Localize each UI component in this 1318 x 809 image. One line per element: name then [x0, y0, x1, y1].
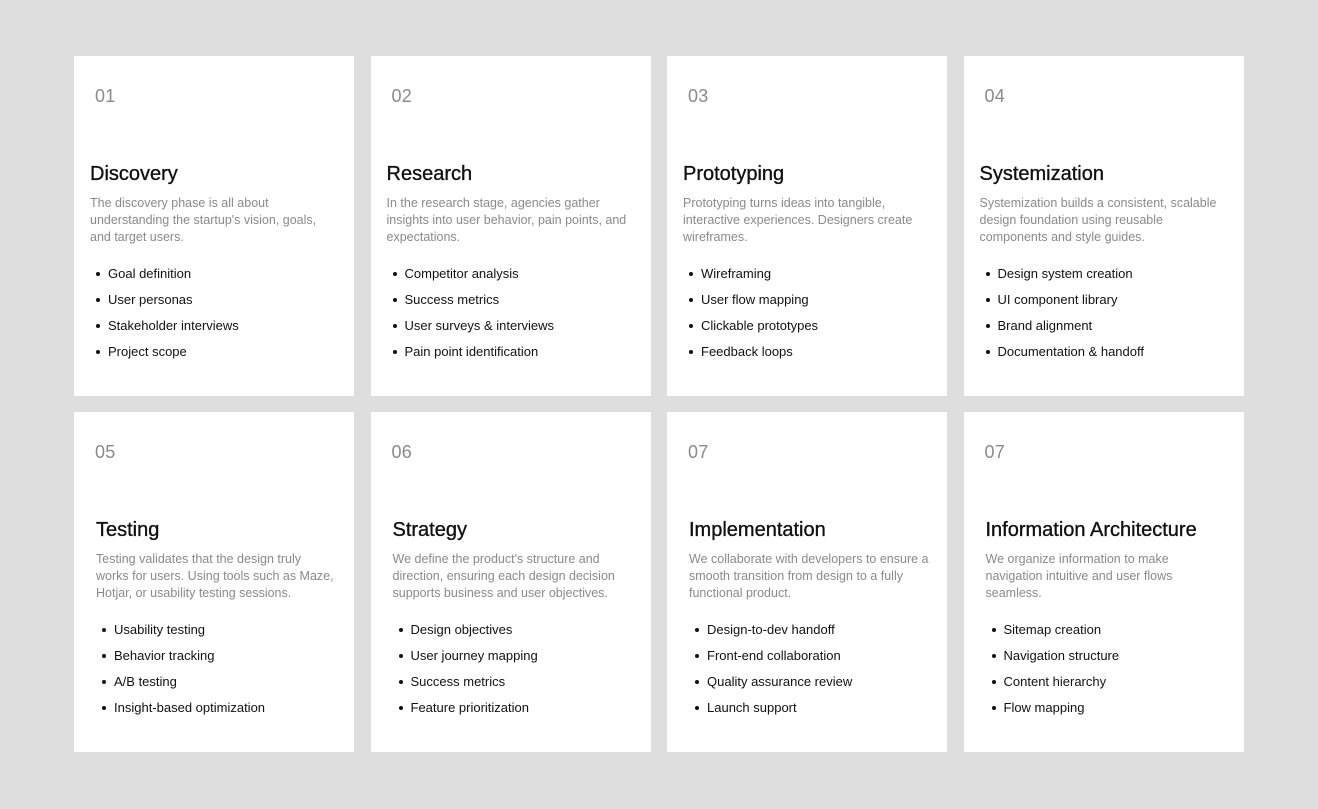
- bullet-icon: [992, 680, 996, 684]
- bullet-icon: [695, 706, 699, 710]
- list-item: Feedback loops: [683, 343, 818, 369]
- card-description: We collaborate with developers to ensure a smooth transition from design to a fully functional product.: [689, 552, 929, 600]
- list-item: User journey mapping: [393, 647, 538, 673]
- list-item: UI component library: [980, 291, 1144, 317]
- card-number: 06: [391, 442, 412, 462]
- card-number: 04: [984, 86, 1005, 106]
- list-item: Navigation structure: [986, 647, 1120, 673]
- list-item: Design objectives: [393, 621, 538, 647]
- bullet-icon: [992, 654, 996, 658]
- list-item: Launch support: [689, 699, 852, 725]
- bullet-icon: [399, 654, 403, 658]
- list-item: Success metrics: [393, 673, 538, 699]
- list-item: Design-to-dev handoff: [689, 621, 852, 647]
- card-list: [986, 621, 1120, 725]
- card-list: [689, 621, 852, 725]
- card-title: Testing: [96, 519, 160, 541]
- card-list: [683, 265, 818, 369]
- list-item: User flow mapping: [683, 291, 818, 317]
- list-item: Quality assurance review: [689, 673, 852, 699]
- card-number: 03: [688, 86, 709, 106]
- card-description: We define the product's structure and direction, ensuring each design decision supports business and user objectives.: [392, 552, 615, 600]
- bullet-icon: [992, 628, 996, 632]
- bullet-icon: [96, 298, 100, 302]
- list-item: Competitor analysis: [387, 265, 555, 291]
- card-title: Strategy: [392, 519, 467, 541]
- bullet-icon: [695, 654, 699, 658]
- bullet-icon: [399, 706, 403, 710]
- process-cards-grid: [74, 56, 1243, 752]
- process-card-systemization: [964, 56, 1244, 396]
- bullet-icon: [96, 350, 100, 354]
- process-card-implementation: [667, 412, 947, 752]
- bullet-icon: [393, 298, 397, 302]
- bullet-icon: [393, 272, 397, 276]
- bullet-icon: [102, 628, 106, 632]
- card-list: [980, 265, 1144, 369]
- bullet-icon: [689, 350, 693, 354]
- card-description: The discovery phase is all about understanding the startup's vision, goals, and target users.: [90, 196, 317, 244]
- bullet-icon: [695, 628, 699, 632]
- bullet-icon: [689, 324, 693, 328]
- card-title: Implementation: [689, 519, 826, 541]
- list-item: Stakeholder interviews: [90, 317, 239, 343]
- list-item: Flow mapping: [986, 699, 1120, 725]
- list-item: Feature prioritization: [393, 699, 538, 725]
- list-item: Brand alignment: [980, 317, 1144, 343]
- bullet-icon: [102, 654, 106, 658]
- bullet-icon: [102, 706, 106, 710]
- card-title: Information Architecture: [985, 519, 1197, 541]
- list-item: Goal definition: [90, 265, 239, 291]
- list-item: Behavior tracking: [96, 647, 265, 673]
- list-item: Clickable prototypes: [683, 317, 818, 343]
- card-title: Prototyping: [683, 163, 785, 185]
- bullet-icon: [992, 706, 996, 710]
- process-card-research: [371, 56, 651, 396]
- card-description: Testing validates that the design truly works for users. Using tools such as Maze, Hotjar, or usability testing sessions.: [96, 552, 334, 600]
- card-title: Discovery: [90, 163, 178, 185]
- bullet-icon: [689, 298, 693, 302]
- bullet-icon: [986, 298, 990, 302]
- bullet-icon: [689, 272, 693, 276]
- bullet-icon: [986, 324, 990, 328]
- card-number: 07: [688, 442, 709, 462]
- card-list: [387, 265, 555, 369]
- list-item: User surveys & interviews: [387, 317, 555, 343]
- card-number: 05: [95, 442, 116, 462]
- list-item: Sitemap creation: [986, 621, 1120, 647]
- list-item: Success metrics: [387, 291, 555, 317]
- card-number: 02: [391, 86, 412, 106]
- bullet-icon: [393, 350, 397, 354]
- list-item: Pain point identification: [387, 343, 555, 369]
- process-card-prototyping: [667, 56, 947, 396]
- bullet-icon: [102, 680, 106, 684]
- card-description: In the research stage, agencies gather insights into user behavior, pain points, and expectations.: [386, 196, 627, 244]
- bullet-icon: [986, 272, 990, 276]
- bullet-icon: [986, 350, 990, 354]
- bullet-icon: [96, 272, 100, 276]
- list-item: User personas: [90, 291, 239, 317]
- bullet-icon: [96, 324, 100, 328]
- process-card-information-architecture: [964, 412, 1244, 752]
- bullet-icon: [399, 628, 403, 632]
- card-description: Prototyping turns ideas into tangible, interactive experiences. Designers create wireframes.: [683, 196, 913, 244]
- list-item: Wireframing: [683, 265, 818, 291]
- card-description: We organize information to make navigation intuitive and user flows seamless.: [985, 552, 1173, 600]
- card-number: 07: [984, 442, 1005, 462]
- list-item: Front-end collaboration: [689, 647, 852, 673]
- card-title: Systemization: [979, 163, 1104, 185]
- list-item: A/B testing: [96, 673, 265, 699]
- bullet-icon: [399, 680, 403, 684]
- card-list: [393, 621, 538, 725]
- bullet-icon: [695, 680, 699, 684]
- list-item: Insight-based optimization: [96, 699, 265, 725]
- process-card-discovery: [74, 56, 354, 396]
- list-item: Project scope: [90, 343, 239, 369]
- list-item: Usability testing: [96, 621, 265, 647]
- list-item: Documentation & handoff: [980, 343, 1144, 369]
- bullet-icon: [393, 324, 397, 328]
- card-description: Systemization builds a consistent, scalable design foundation using reusable components and style guides.: [979, 196, 1217, 244]
- process-card-testing: [74, 412, 354, 752]
- process-card-strategy: [371, 412, 651, 752]
- list-item: Design system creation: [980, 265, 1144, 291]
- card-number: 01: [95, 86, 116, 106]
- card-list: [96, 621, 265, 725]
- card-title: Research: [386, 163, 473, 185]
- card-list: [90, 265, 239, 369]
- list-item: Content hierarchy: [986, 673, 1120, 699]
